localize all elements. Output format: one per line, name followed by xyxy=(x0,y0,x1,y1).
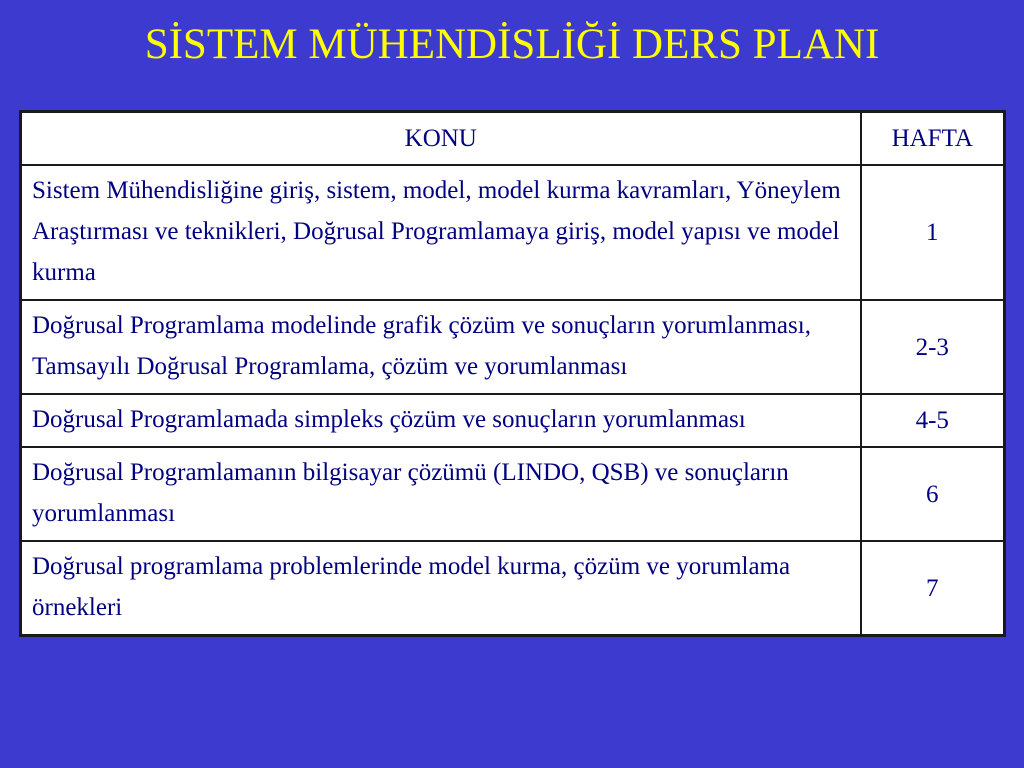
week-cell: 7 xyxy=(861,541,1005,636)
table-row xyxy=(21,394,1005,447)
week-cell: 1 xyxy=(861,165,1005,300)
week-cell: 2-3 xyxy=(861,300,1005,394)
table-header-row xyxy=(21,112,1005,166)
week-cell: 6 xyxy=(861,447,1005,541)
topic-cell: Sistem Mühendisliğine giriş, sistem, model, model kurma kavramları, Yöneylem Araştırması ve teknikleri, Doğrusal Programlamaya giriş, model yapısı ve model kurma xyxy=(21,165,861,300)
header-topic: KONU xyxy=(21,112,861,166)
topic-cell: Doğrusal Programlamada simpleks çözüm ve sonuçların yorumlanması xyxy=(21,394,861,447)
table-row xyxy=(21,300,1005,394)
week-cell: 4-5 xyxy=(861,394,1005,447)
slide-title: SİSTEM MÜHENDİSLİĞİ DERS PLANI xyxy=(144,21,880,68)
table-row xyxy=(21,165,1005,300)
table-row xyxy=(21,447,1005,541)
topic-cell: Doğrusal Programlama modelinde grafik çözüm ve sonuçların yorumlanması, Tamsayılı Doğrusal Programlama, çözüm ve yorumlanması xyxy=(21,300,861,394)
course-plan-table xyxy=(19,110,1006,637)
header-week: HAFTA xyxy=(861,112,1005,166)
topic-cell: Doğrusal Programlamanın bilgisayar çözümü (LINDO, QSB) ve sonuçların yorumlanması xyxy=(21,447,861,541)
topic-cell: Doğrusal programlama problemlerinde model kurma, çözüm ve yorumlama örnekleri xyxy=(21,541,861,636)
table-row xyxy=(21,541,1005,636)
